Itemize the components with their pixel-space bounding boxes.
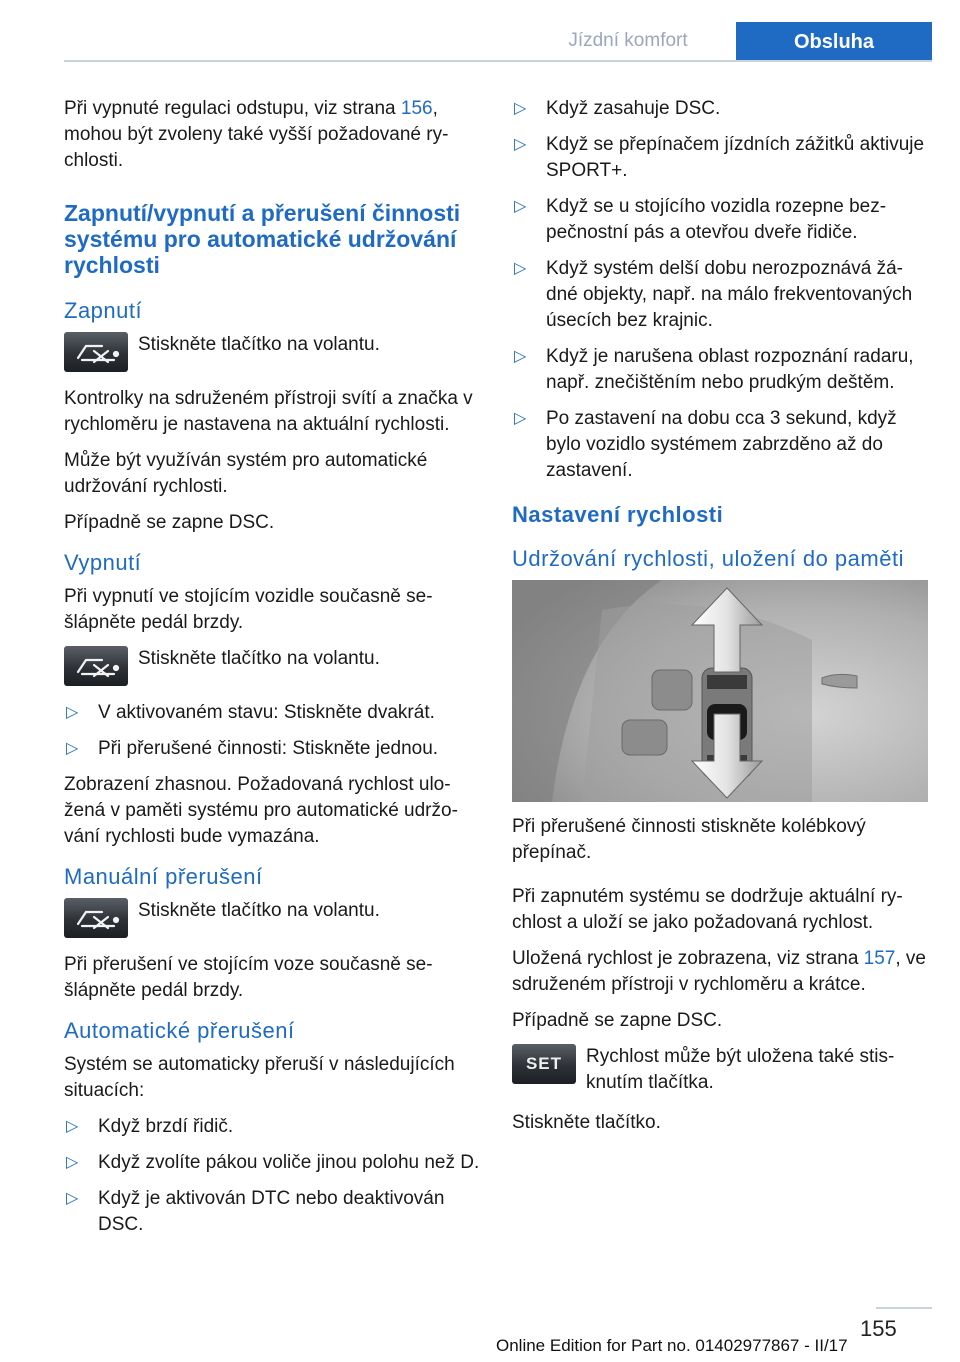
list-item: ▷ Když se u stojícího vozidla rozepne bezpečnostní pás a otevřou dveře řidiče.	[514, 196, 887, 243]
steering-wheel-rocker-switch-photo	[512, 580, 928, 802]
paragraph: Případně se zapne DSC.	[64, 512, 275, 533]
triangle-bullet-icon: ▷	[66, 740, 79, 757]
list-item: ▷ Když zvolíte pákou voliče jinou polohu než D.	[64, 1150, 480, 1176]
off-list	[64, 700, 480, 762]
triangle-bullet-icon: ▷	[66, 1118, 79, 1135]
paragraph: Případně se zapne DSC.	[512, 1010, 723, 1031]
list-item: ▷ Když systém delší dobu nerozpoznává žádné objekty, např. na málo frekventovaných úsecích bez krajnic.	[514, 258, 913, 331]
subheading-speed: Nastavení rychlosti	[512, 502, 724, 527]
list-item: ▷ Když se přepínačem jízdních zážitků aktivuje SPORT+.	[514, 134, 925, 181]
cruise-control-button-icon	[64, 898, 128, 938]
footer-rule	[876, 1307, 932, 1309]
intro-paragraph: Při vypnuté regulaci odstupu, viz strana 156, mohou být zvoleny také vyšší požadované rychlosti.	[64, 98, 449, 171]
set-instruction: Rychlost může být uložena také stisknutím tlačítka.	[586, 1046, 895, 1093]
triangle-bullet-icon: ▷	[514, 100, 527, 117]
instruction-row-on	[64, 332, 480, 372]
instruction-row-manual	[64, 898, 480, 938]
subheading-auto: Automatické přerušení	[64, 1018, 295, 1043]
subheading-manual: Manuální přerušení	[64, 864, 263, 889]
paragraph: Při přerušené činnosti stiskněte kolébkový přepínač.	[512, 816, 866, 863]
triangle-bullet-icon: ▷	[514, 348, 527, 365]
triangle-bullet-icon: ▷	[514, 410, 527, 427]
paragraph: Při vypnutí ve stojícím vozidle současně sešlápněte pedál brzdy.	[64, 586, 433, 633]
set-button-icon: SET	[512, 1044, 576, 1084]
subheading-store: Udržování rychlosti, uložení do paměti	[512, 546, 904, 571]
triangle-bullet-icon: ▷	[514, 260, 527, 277]
list-item: ▷ Když brzdí řidič.	[64, 1114, 480, 1140]
triangle-bullet-icon: ▷	[514, 136, 527, 153]
header-section-label: Jízdní komfort	[568, 30, 688, 51]
triangle-bullet-icon: ▷	[66, 1154, 79, 1171]
paragraph: Při zapnutém systému se dodržuje aktuální rychlost a uloží se jako požadovaná rychlost.	[512, 886, 903, 933]
auto-list-continued	[512, 96, 928, 484]
page-link-157[interactable]: 157	[863, 948, 896, 969]
paragraph: Systém se automaticky přeruší v následujících situacích:	[64, 1054, 455, 1101]
header-chapter-tab: Obsluha	[736, 22, 932, 62]
list-item: ▷ Při přerušené činnosti: Stiskněte jednou.	[64, 736, 480, 762]
cruise-control-button-icon	[64, 646, 128, 686]
right-column	[512, 96, 928, 1146]
auto-list	[64, 1114, 480, 1238]
page-link-156[interactable]: 156	[400, 98, 433, 119]
paragraph: Zobrazení zhasnou. Požadovaná rychlost uložená v paměti systému pro automatické udržování rychlosti bude vymazána.	[64, 774, 458, 847]
list-item: ▷ Když zasahuje DSC.	[512, 96, 928, 122]
instruction-row-off	[64, 646, 480, 686]
section-heading: Zapnutí/vypnutí a přerušení činnosti systému pro automatické udržování rychlosti	[64, 200, 461, 278]
list-item: ▷ Když je aktivován DTC nebo deaktivován DSC.	[66, 1188, 445, 1235]
subheading-on: Zapnutí	[64, 298, 143, 323]
page-number: 155	[860, 1316, 897, 1341]
triangle-bullet-icon: ▷	[66, 704, 79, 721]
triangle-bullet-icon: ▷	[66, 1190, 79, 1207]
footer-edition: Online Edition for Part no. 01402977867 - II/17	[496, 1336, 848, 1355]
paragraph: Může být využíván systém pro automatické udržování rychlosti.	[64, 450, 428, 497]
list-item: ▷ Po zastavení na dobu cca 3 sekund, když bylo vozidlo systémem zabrzděno až do zastavení.	[514, 408, 897, 481]
paragraph: Kontrolky na sdruženém přístroji svítí a značka v rychloměru je nastavena na aktuální rychlosti.	[64, 388, 473, 435]
instruction-row-set	[512, 1044, 928, 1096]
press-instruction: Stiskněte tlačítko na volantu.	[138, 900, 380, 921]
press-instruction: Stiskněte tlačítko na volantu.	[138, 334, 380, 355]
paragraph: Při přerušení ve stojícím voze současně sešlápněte pedál brzdy.	[64, 954, 433, 1001]
left-column	[64, 96, 480, 1248]
triangle-bullet-icon: ▷	[514, 198, 527, 215]
header-rule	[64, 60, 932, 62]
paragraph: Stiskněte tlačítko.	[512, 1112, 661, 1133]
cruise-control-button-icon	[64, 332, 128, 372]
subheading-off: Vypnutí	[64, 550, 142, 575]
list-item: ▷ V aktivovaném stavu: Stiskněte dvakrát.	[64, 700, 480, 726]
paragraph: Uložená rychlost je zobrazena, viz strana 157, ve sdruženém přístroji v rychloměru a krátce.	[512, 948, 926, 995]
press-instruction: Stiskněte tlačítko na volantu.	[138, 648, 380, 669]
list-item: ▷ Když je narušena oblast rozpoznání radaru, např. znečištěním nebo prudkým deštěm.	[514, 346, 914, 393]
